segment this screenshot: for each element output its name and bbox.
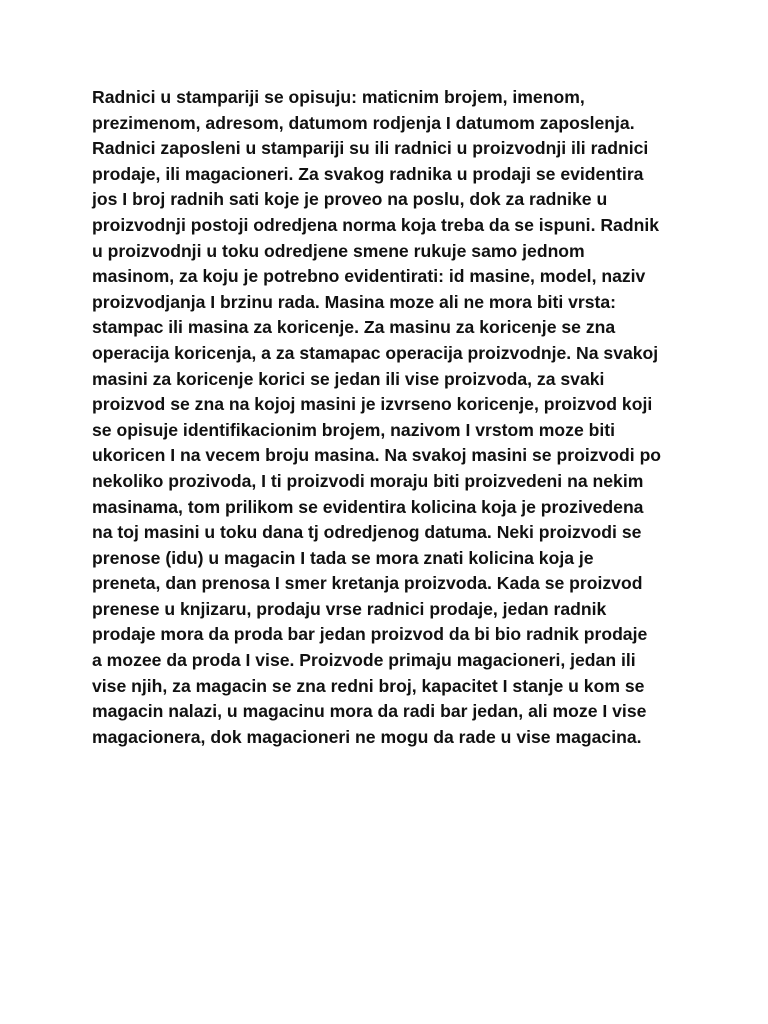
text-line: prodaje, ili magacioneri. Za svakog radnika u prodaji se evidentira <box>92 163 644 184</box>
text-line: magacionera, dok magacioneri ne mogu da rade u vise magacina. <box>92 726 642 747</box>
text-line: u proizvodnji u toku odredjene smene rukuje samo jednom <box>92 240 585 261</box>
text-line: prenose (idu) u magacin I tada se mora znati kolicina koja je <box>92 547 594 568</box>
text-line: proizvodjanja I brzinu rada. Masina moze ali ne mora biti vrsta: <box>92 291 617 312</box>
text-line: preneta, dan prenosa I smer kretanja proizvoda. Kada se proizvod <box>92 573 643 594</box>
text-line: masinom, za koju je potrebno evidentirati: id masine, model, naziv <box>92 266 646 287</box>
text-line: na toj masini u toku dana tj odredjenog datuma. Neki proizvodi se <box>92 522 642 543</box>
text-line: proizvod se zna na kojoj masini je izvrseno koricenje, proizvod koji <box>92 394 653 415</box>
text-line: vise njih, za magacin se zna redni broj, kapacitet I stanje u kom se <box>92 675 645 696</box>
text-line: prodaje mora da proda bar jedan proizvod da bi bio radnik prodaje <box>92 624 648 645</box>
text-line: prezimenom, adresom, datumom rodjenja I datumom zaposlenja. <box>92 112 635 133</box>
text-line: masini za koricenje korici se jedan ili vise proizvoda, za svaki <box>92 368 605 389</box>
text-line: nekoliko prozivoda, I ti proizvodi moraju biti proizvedeni na nekim <box>92 470 644 491</box>
text-line: masinama, tom prilikom se evidentira kolicina koja je prozivedena <box>92 496 644 517</box>
text-line: jos I broj radnih sati koje je proveo na poslu, dok za radnike u <box>92 189 608 210</box>
text-line: stampac ili masina za koricenje. Za masinu za koricenje se zna <box>92 317 616 338</box>
paragraph <box>92 85 692 750</box>
text-line: ukoricen I na vecem broju masina. Na svakoj masini se proizvodi po <box>92 445 662 466</box>
text-line: magacin nalazi, u magacinu mora da radi bar jedan, ali moze I vise <box>92 701 647 722</box>
text-line: operacija koricenja, a za stamapac operacija proizvodnje. Na svakoj <box>92 342 659 363</box>
text-line: proizvodnji postoji odredjena norma koja treba da se ispuni. Radnik <box>92 214 660 235</box>
text-line: se opisuje identifikacionim brojem, nazivom I vrstom moze biti <box>92 419 616 440</box>
text-line: Radnici zaposleni u stampariji su ili radnici u proizvodnji ili radnici <box>92 138 649 159</box>
text-line: Radnici u stampariji se opisuju: maticnim brojem, imenom, <box>92 87 585 107</box>
text-line: a mozee da proda I vise. Proizvode primaju magacioneri, jedan ili <box>92 650 636 671</box>
text-line: prenese u knjizaru, prodaju vrse radnici prodaje, jedan radnik <box>92 598 607 619</box>
